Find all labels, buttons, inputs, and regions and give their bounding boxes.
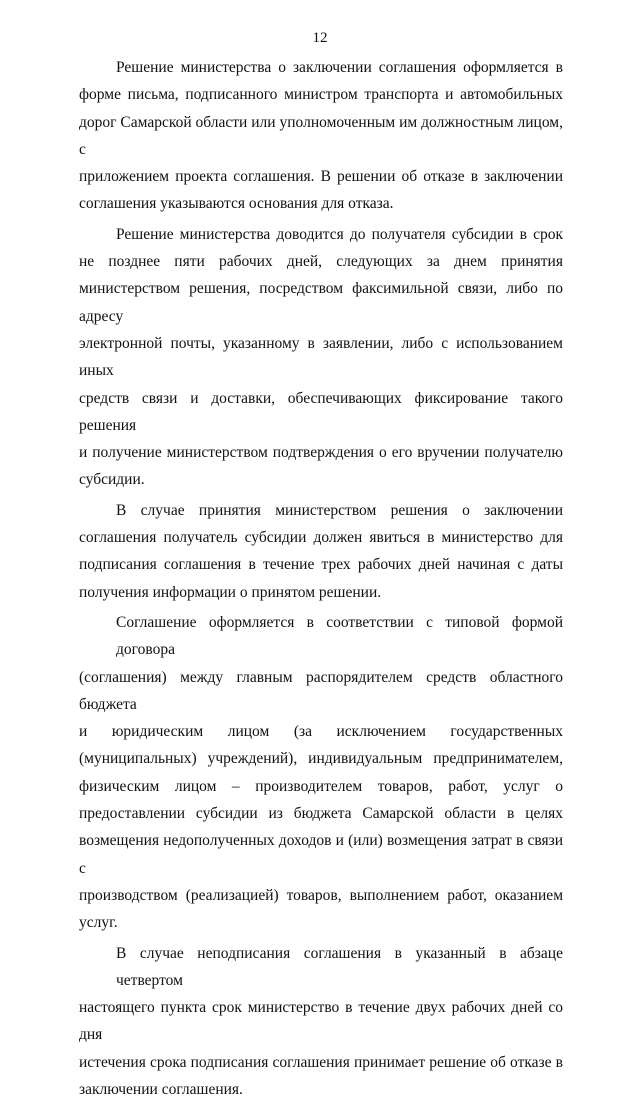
text-line: соглашения получатель субсидии должен явиться в министерство для [79, 529, 563, 547]
text-line: электронной почты, указанному в заявлении, либо с использованием иных [79, 334, 563, 380]
page-number: 12 [312, 30, 328, 46]
text-line: настоящего пункта срок министерство в течение двух рабочих дней со дня [79, 999, 563, 1044]
text-line: и получение министерством подтверждения о его вручении получателю [79, 444, 563, 462]
paragraph-refusal-unsigned [79, 940, 563, 1104]
text-line: Соглашение оформляется в соответствии с типовой формой договора [116, 613, 563, 659]
text-line: министерством решения, посредством факсимильной связи, либо по адресу [79, 280, 563, 325]
text-line: услуг. [79, 914, 118, 932]
text-line: форме письма, подписанного министром транспорта и автомобильных [79, 86, 563, 104]
paragraph-decision-delivery [79, 221, 563, 494]
text-line: возмещения недополученных доходов и (или) возмещения затрат в связи с [79, 832, 563, 877]
paragraph-standard-form [79, 609, 563, 937]
text-line: не позднее пяти рабочих дней, следующих за днем принятия [79, 253, 563, 271]
text-line: В случае принятия министерством решения о заключении [116, 501, 563, 519]
text-line: подписания соглашения в течение трех рабочих дней начиная с даты [79, 556, 563, 574]
text-line: (соглашения) между главным распорядителем средств областного бюджета [79, 668, 563, 713]
text-line: дорог Самарской области или уполномоченным им должностным лицом, с [79, 113, 563, 158]
text-line: получения информации о принятом решении. [79, 583, 382, 601]
text-line: физическим лицом – производителем товаров, работ, услуг о [79, 777, 563, 795]
text-line: Решение министерства доводится до получателя субсидии в срок [116, 225, 563, 243]
document-body [79, 54, 563, 1106]
text-line: и юридическим лицом (за исключением государственных [79, 723, 563, 741]
text-line: В случае неподписания соглашения в указанный в абзаце четвертом [116, 944, 563, 989]
text-line: (муниципальных) учреждений), индивидуальным предпринимателем, [79, 750, 563, 768]
paragraph-signing-deadline [79, 497, 563, 606]
text-line: производством (реализацией) товаров, выполнением работ, оказанием [79, 886, 563, 904]
paragraph-conclusion-decision [79, 54, 563, 218]
text-line: предоставлении субсидии из бюджета Самарской области в целях [79, 805, 563, 823]
text-line: средств связи и доставки, обеспечивающих фиксирование такого решения [79, 389, 563, 434]
text-line: приложением проекта соглашения. В решении об отказе в заключении [79, 168, 563, 186]
text-line: Решение министерства о заключении соглашения оформляется в [116, 59, 563, 76]
text-line: истечения срока подписания соглашения принимает решение об отказе в [79, 1053, 563, 1071]
text-line: соглашения указываются основания для отказа. [79, 195, 394, 213]
text-line: субсидии. [79, 471, 145, 489]
text-line: заключении соглашения. [79, 1080, 243, 1098]
